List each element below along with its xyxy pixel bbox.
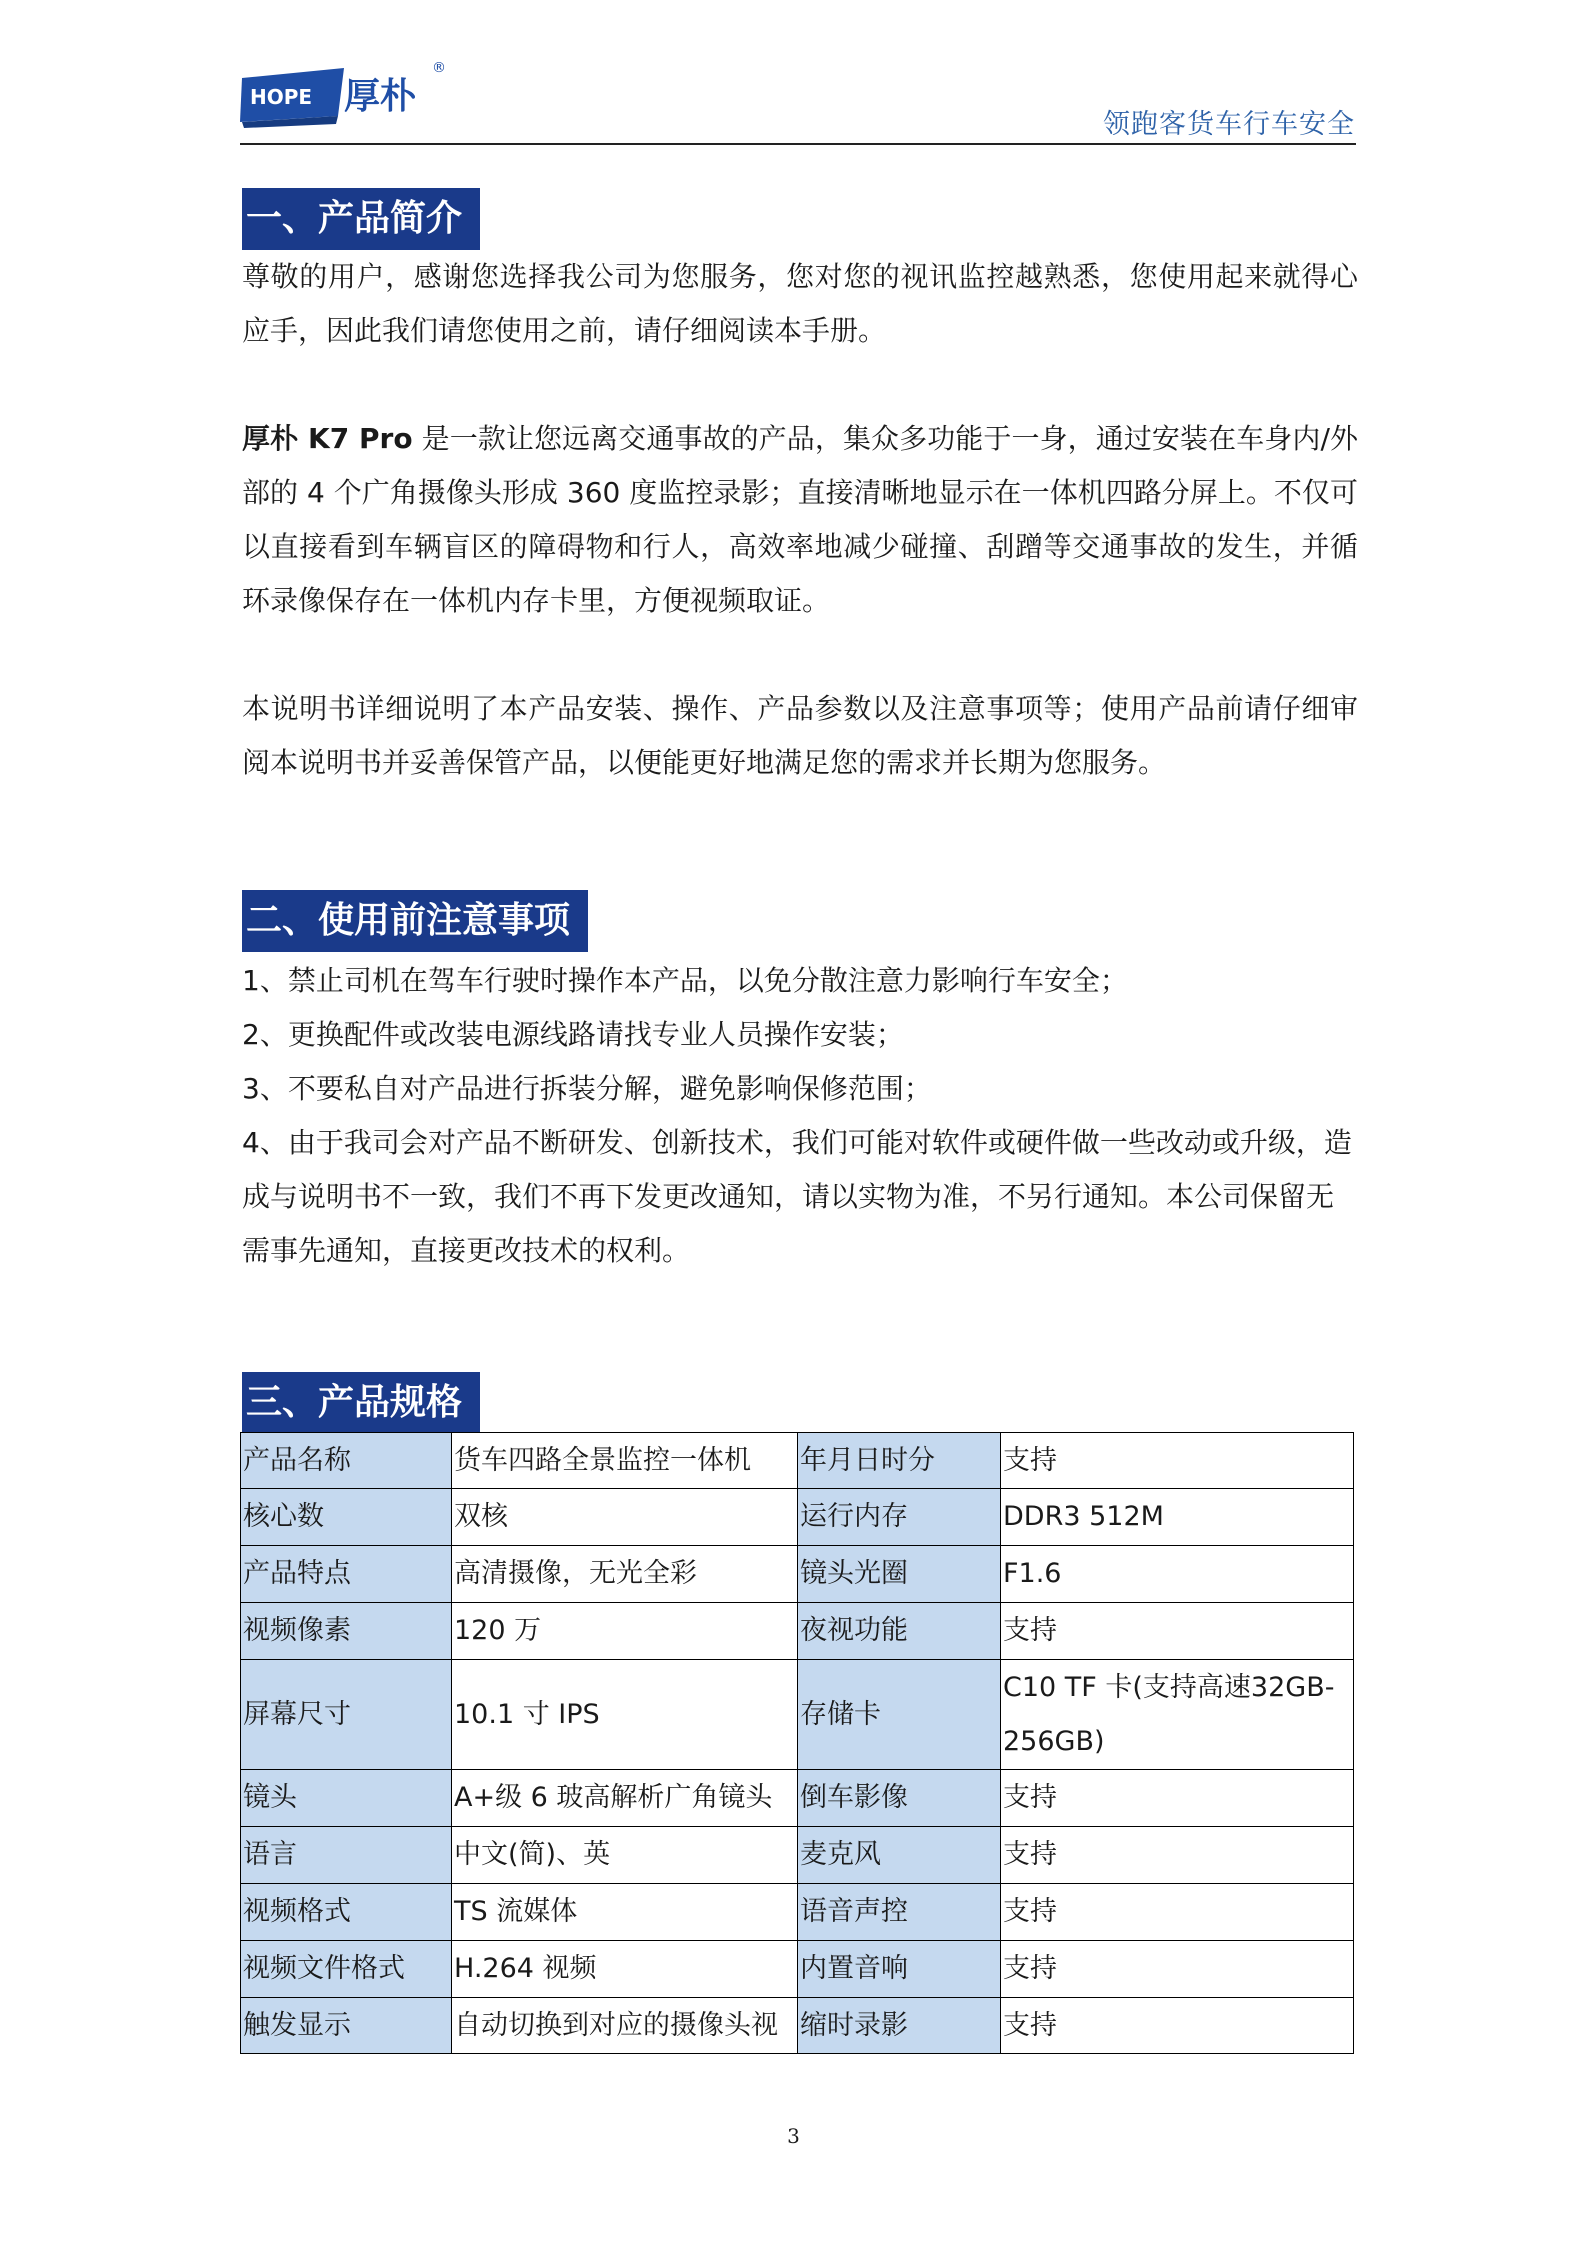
spec-key: 年月日时分 — [798, 1433, 1001, 1489]
spec-value: TS 流媒体 — [452, 1884, 801, 1941]
table-row — [241, 1998, 801, 2054]
section-heading-specifications: 三、产品规格 — [242, 1372, 480, 1434]
table-row — [241, 1770, 801, 1827]
logo-text: HOPE — [250, 85, 313, 109]
spec-key: 视频格式 — [241, 1884, 452, 1941]
spec-key: 内置音响 — [798, 1941, 1001, 1998]
table-row — [798, 1770, 1354, 1827]
table-row — [798, 1941, 1354, 1998]
spec-value: DDR3 512M — [1001, 1489, 1354, 1546]
spec-value: 支持 — [1001, 1433, 1354, 1489]
precautions-list — [242, 954, 1358, 1278]
spec-key: 夜视功能 — [798, 1603, 1001, 1660]
table-row — [798, 1489, 1354, 1546]
spec-key: 运行内存 — [798, 1489, 1001, 1546]
spec-value: 支持 — [1001, 1827, 1354, 1884]
table-row — [241, 1827, 801, 1884]
spec-table-left — [240, 1432, 801, 2054]
spec-value: 支持 — [1001, 1603, 1354, 1660]
spec-key: 视频像素 — [241, 1603, 452, 1660]
spec-value: 自动切换到对应的摄像头视 — [452, 1998, 801, 2054]
spec-value: 支持 — [1001, 1884, 1354, 1941]
spec-key: 语音声控 — [798, 1884, 1001, 1941]
spec-value: F1.6 — [1001, 1546, 1354, 1603]
list-item: 2、更换配件或改装电源线路请找专业人员操作安装； — [242, 1018, 904, 1051]
spec-key: 麦克风 — [798, 1827, 1001, 1884]
page-number: 3 — [787, 2124, 800, 2148]
spec-key: 镜头 — [241, 1770, 452, 1827]
header-tagline: 领跑客货车行车安全 — [1103, 109, 1355, 140]
list-item: 3、不要私自对产品进行拆装分解，避免影响保修范围； — [242, 1072, 932, 1105]
table-row — [798, 1998, 1354, 2054]
table-row — [241, 1489, 801, 1546]
section-heading-product-intro: 一、产品简介 — [242, 188, 480, 250]
table-row — [241, 1941, 801, 1998]
spec-key: 语言 — [241, 1827, 452, 1884]
table-row — [241, 1884, 801, 1941]
spec-value: 货车四路全景监控一体机 — [452, 1433, 801, 1489]
company-logo — [240, 58, 450, 132]
spec-key: 视频文件格式 — [241, 1941, 452, 1998]
table-row — [798, 1433, 1354, 1489]
intro-paragraph: 尊敬的用户，感谢您选择我公司为您服务，您对您的视讯监控越熟悉，您使用起来就得心应手，因此我们请您使用之前，请仔细阅读本手册。 — [242, 260, 1358, 347]
header-divider — [240, 143, 1356, 145]
spec-key: 存储卡 — [798, 1660, 1001, 1770]
table-row — [241, 1546, 801, 1603]
spec-value: 高清摄像，无光全彩 — [452, 1546, 801, 1603]
spec-value: 双核 — [452, 1489, 801, 1546]
spec-key: 缩时录影 — [798, 1998, 1001, 2054]
spec-value: 中文(简)、英 — [452, 1827, 801, 1884]
table-row — [241, 1433, 801, 1489]
product-description-paragraph — [242, 412, 1358, 628]
spec-key: 产品名称 — [241, 1433, 452, 1489]
table-row — [798, 1660, 1354, 1770]
table-row — [798, 1827, 1354, 1884]
spec-value: 支持 — [1001, 1941, 1354, 1998]
product-brand: 厚朴 K7 Pro — [242, 422, 413, 455]
list-item: 1、禁止司机在驾车行驶时操作本产品，以免分散注意力影响行车安全； — [242, 964, 1128, 997]
spec-value: C10 TF 卡(支持高速32GB-256GB) — [1001, 1660, 1354, 1770]
logo-chinese: 厚朴 — [344, 76, 417, 117]
spec-value: 支持 — [1001, 1998, 1354, 2054]
table-row — [798, 1603, 1354, 1660]
spec-key: 产品特点 — [241, 1546, 452, 1603]
spec-value: A+级 6 玻高解析广角镜头 — [452, 1770, 801, 1827]
spec-key: 镜头光圈 — [798, 1546, 1001, 1603]
spec-value: 120 万 — [452, 1603, 801, 1660]
spec-key: 核心数 — [241, 1489, 452, 1546]
spec-table-right — [797, 1432, 1354, 2054]
spec-key: 倒车影像 — [798, 1770, 1001, 1827]
table-row — [798, 1546, 1354, 1603]
registered-mark: ® — [432, 60, 446, 76]
table-row — [241, 1660, 801, 1770]
spec-key: 触发显示 — [241, 1998, 452, 2054]
table-row — [241, 1603, 801, 1660]
list-item: 4、由于我司会对产品不断研发、创新技术，我们可能对软件或硬件做一些改动或升级，造成与说明书不一致，我们不再下发更改通知，请以实物为准，不另行通知。本公司保留无需事先通知，直接更改技术的权利。 — [242, 1126, 1352, 1267]
spec-key: 屏幕尺寸 — [241, 1660, 452, 1770]
product-description-text: 是一款让您远离交通事故的产品，集众多功能于一身，通过安装在车身内/外部的 4 个广角摄像头形成 360 度监控录影；直接清晰地显示在一体机四路分屏上。不仅可以直接看到车辆盲区的障碍物和行人，高效率地减少碰撞、刮蹭等交通事故的发生，并循环录像保存在一体机内存卡里，方便视频取证。 — [242, 422, 1358, 617]
spec-value: H.264 视频 — [452, 1941, 801, 1998]
manual-description-paragraph: 本说明书详细说明了本产品安装、操作、产品参数以及注意事项等；使用产品前请仔细审阅本说明书并妥善保管产品，以便能更好地满足您的需求并长期为您服务。 — [242, 692, 1358, 779]
spec-value: 支持 — [1001, 1770, 1354, 1827]
spec-value: 10.1 寸 IPS — [452, 1660, 801, 1770]
table-row — [798, 1884, 1354, 1941]
section-heading-precautions: 二、使用前注意事项 — [242, 890, 588, 952]
